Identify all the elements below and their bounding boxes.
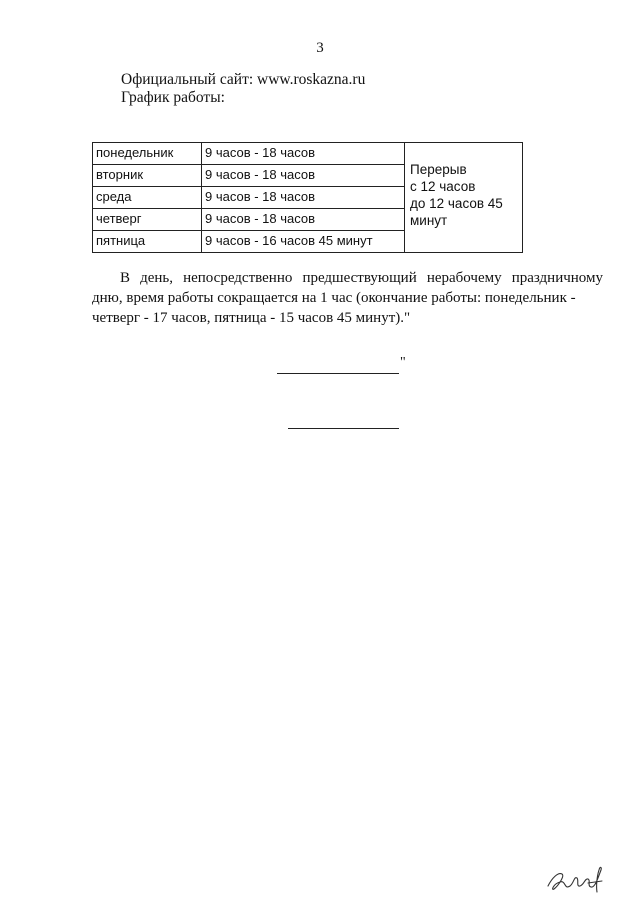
break-line: с 12 часов: [410, 179, 476, 194]
closing-quote: ": [400, 355, 406, 370]
day-cell: четверг: [93, 209, 202, 231]
table-row: [93, 143, 523, 165]
day-cell: понедельник: [93, 143, 202, 165]
separator-line: [277, 373, 399, 374]
hours-cell: 9 часов - 16 часов 45 минут: [202, 231, 405, 253]
paragraph-line: В день, непосредственно предшествующий нерабочему праздничному: [120, 270, 603, 286]
day-cell: среда: [93, 187, 202, 209]
hours-cell: 9 часов - 18 часов: [202, 209, 405, 231]
hours-cell: 9 часов - 18 часов: [202, 187, 405, 209]
handwritten-signature: [544, 856, 606, 896]
paragraph-line: дню, время работы сокращается на 1 час (окончание работы: понедельник -: [92, 290, 576, 306]
hours-cell: 9 часов - 18 часов: [202, 165, 405, 187]
break-cell: [405, 143, 523, 253]
day-cell: вторник: [93, 165, 202, 187]
day-cell: пятница: [93, 231, 202, 253]
separator-line: [288, 428, 399, 429]
break-line: до 12 часов 45: [410, 196, 503, 211]
break-line: минут: [410, 213, 448, 228]
hours-cell: 9 часов - 18 часов: [202, 143, 405, 165]
shortened-day-paragraph: [92, 268, 603, 328]
schedule-heading: График работы:: [121, 89, 225, 106]
page-number: 3: [316, 40, 324, 56]
website-line: Официальный сайт: www.roskazna.ru: [121, 71, 366, 88]
break-line: Перерыв: [410, 162, 467, 177]
paragraph-line: четверг - 17 часов, пятница - 15 часов 45 минут).": [92, 310, 411, 326]
work-schedule-table: [92, 142, 523, 253]
